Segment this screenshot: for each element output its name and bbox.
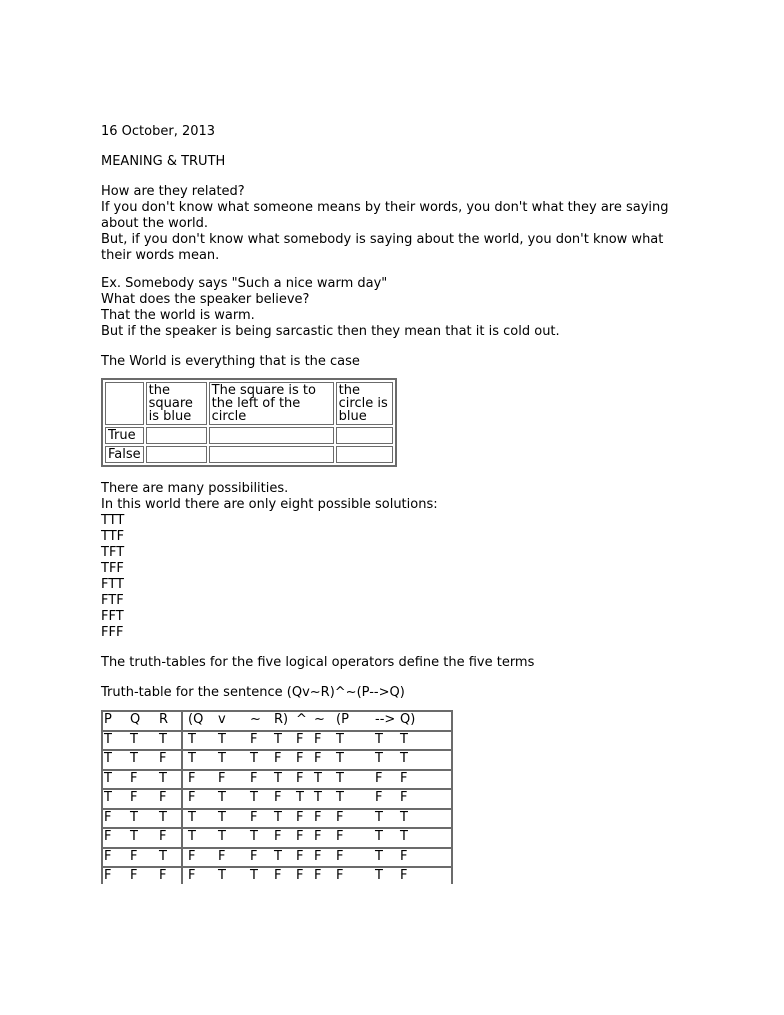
truth-table-cell: T	[314, 770, 322, 786]
truth-table-cell: T	[400, 751, 408, 766]
paragraph-possibilities	[101, 481, 741, 641]
truth-table-cell: F	[336, 829, 344, 844]
header-line: the	[338, 383, 360, 398]
header-line: the	[148, 383, 170, 398]
text-line: about the world.	[101, 216, 209, 231]
date-line: 16 October, 2013	[101, 124, 216, 139]
paragraph-example	[101, 276, 741, 340]
truth-table-cell: T	[336, 790, 344, 805]
world-table-header-cell	[146, 382, 207, 425]
truth-table-cell: F	[104, 868, 112, 883]
truth-table-cell: T	[250, 829, 258, 844]
truth-table-cell: F	[296, 770, 304, 786]
possibility-item: TFF	[101, 561, 124, 576]
truth-table-cell: F	[296, 731, 304, 747]
truth-table-cell: F	[218, 848, 226, 864]
truth-table-cell: T	[274, 809, 282, 825]
truth-table-cell: T	[159, 848, 167, 864]
column-divider	[181, 712, 183, 884]
truth-table-cell: T	[314, 790, 322, 805]
truth-table-cell: F	[159, 751, 167, 766]
truth-table-cell: T	[218, 751, 226, 766]
world-table-row	[105, 427, 393, 444]
truth-table-cell: T	[375, 829, 383, 844]
truth-table-cell: T	[274, 731, 282, 747]
truth-table-header-cell: P	[104, 712, 112, 727]
possibility-item: FTF	[101, 593, 124, 608]
truth-table-cell: F	[375, 790, 383, 805]
truth-table-cell: F	[296, 751, 304, 766]
truth-table-cell: T	[375, 751, 383, 766]
text-line: In this world there are only eight possible solutions:	[101, 497, 438, 512]
truth-table-cell: T	[274, 770, 282, 786]
world-table	[101, 378, 397, 467]
header-line: is blue	[148, 409, 192, 424]
truth-table-cell: T	[188, 809, 196, 825]
truth-table-cell: T	[130, 751, 138, 766]
truth-table-cell: F	[400, 868, 408, 883]
row-divider	[103, 808, 451, 810]
truth-table-cell: T	[218, 790, 226, 805]
truth-table-cell: F	[250, 809, 258, 825]
truth-table-cell: T	[375, 809, 383, 825]
truth-table-cell: T	[400, 829, 408, 844]
row-divider	[103, 730, 451, 732]
truth-table-header-cell: R)	[274, 712, 289, 727]
truth-table-cell: F	[159, 790, 167, 805]
table-cell	[146, 427, 207, 444]
possibility-item: TTF	[101, 529, 125, 544]
truth-table-cell: F	[314, 868, 322, 883]
truth-table-cell: T	[188, 751, 196, 766]
truth-table-cell: F	[274, 751, 282, 766]
truth-table-cell: F	[274, 790, 282, 805]
truth-table-cell: T	[218, 809, 226, 825]
text-line: If you don't know what someone means by their words, you don't what they are saying	[101, 200, 669, 215]
table-cell	[146, 446, 207, 463]
truth-table-title: Truth-table for the sentence (Qv~R)^~(P-->Q)	[101, 685, 405, 700]
possibility-item: TTT	[101, 513, 125, 528]
possibility-item: TFT	[101, 545, 125, 560]
possibility-list	[101, 513, 741, 641]
truth-table-cell: F	[188, 790, 196, 805]
truth-table-cell: T	[336, 731, 344, 747]
truth-table-cell: T	[104, 790, 112, 805]
truth-table-header-cell: R	[159, 712, 169, 727]
truth-table-cell: T	[250, 790, 258, 805]
row-divider	[103, 866, 451, 868]
truth-table-cell: T	[274, 848, 282, 864]
truth-table-cell: F	[314, 809, 322, 825]
truth-table-cell: T	[336, 770, 344, 786]
truth-table-cell: F	[314, 731, 322, 747]
truth-table-cell: T	[104, 751, 112, 766]
truth-table-header-cell: ~	[250, 712, 261, 727]
truth-table-header-cell: ^	[296, 712, 307, 727]
world-table-header-cell	[209, 382, 334, 425]
possibility-item: FTT	[101, 577, 124, 592]
truth-table-cell: T	[375, 848, 383, 864]
truth-table-header-cell: Q)	[400, 712, 416, 727]
truth-table-cell: F	[130, 868, 138, 883]
row-divider	[103, 827, 451, 829]
header-line: blue	[338, 409, 367, 424]
possibility-item: FFF	[101, 625, 124, 640]
truth-table-header-cell: v	[218, 712, 226, 727]
table-cell	[209, 427, 334, 444]
truth-table-cell: F	[159, 868, 167, 883]
row-divider	[103, 769, 451, 771]
truth-table-cell: F	[188, 848, 196, 864]
truth-table-cell: T	[296, 790, 304, 805]
truth-table-cell: F	[400, 790, 408, 805]
text-line: But if the speaker is being sarcastic then they mean that it is cold out.	[101, 324, 560, 339]
truth-table-cell: T	[400, 809, 408, 825]
row-divider	[103, 749, 451, 751]
truth-table-cell: F	[130, 790, 138, 805]
row-divider	[103, 788, 451, 790]
truth-table-cell: T	[130, 829, 138, 844]
header-line: circle	[211, 409, 247, 424]
text-line: That the world is warm.	[101, 308, 255, 323]
truth-table-cell: T	[336, 751, 344, 766]
text-line: How are they related?	[101, 184, 245, 199]
truth-table-cell: F	[250, 731, 258, 747]
truth-table-cell: T	[159, 770, 167, 786]
truth-table-header-cell: (P	[336, 712, 349, 727]
truth-table-cell: F	[188, 770, 196, 786]
truth-table-cell: F	[336, 848, 344, 864]
truth-table-cell: F	[188, 868, 196, 883]
truth-table-cell: F	[218, 770, 226, 786]
header-line: the left of the	[211, 396, 301, 411]
truth-table-cell: F	[400, 770, 408, 786]
truth-table-cell: T	[159, 731, 167, 747]
truth-table-header-cell: ~	[314, 712, 325, 727]
truth-table-cell: F	[375, 770, 383, 786]
truth-table-cell: F	[250, 848, 258, 864]
world-line: The World is everything that is the case	[101, 354, 360, 369]
truth-table-cell: F	[274, 868, 282, 883]
document-page	[101, 124, 741, 884]
truth-table-cell: F	[296, 809, 304, 825]
table-cell	[336, 446, 393, 463]
header-line: circle is	[338, 396, 388, 411]
text-line: But, if you don't know what somebody is saying about the world, you don't know what	[101, 232, 664, 247]
truth-table-cell: F	[314, 829, 322, 844]
world-table-header-row	[105, 382, 393, 425]
world-table-header-cell	[336, 382, 393, 425]
table-cell	[336, 427, 393, 444]
truth-table-cell: F	[296, 868, 304, 883]
truth-table-cell: T	[104, 770, 112, 786]
row-label: True	[105, 427, 144, 444]
truth-table-cell: T	[188, 731, 196, 747]
row-label: False	[105, 446, 144, 463]
truth-table-cell: T	[159, 809, 167, 825]
possibility-item: FFT	[101, 609, 124, 624]
truth-table-header-cell: -->	[375, 712, 396, 727]
header-line: square	[148, 396, 193, 411]
truth-table-cell: F	[104, 809, 112, 825]
page-title: MEANING & TRUTH	[101, 154, 226, 169]
truth-table-cell: F	[336, 868, 344, 883]
truth-table-cell: F	[130, 848, 138, 864]
truth-table-header-cell: (Q	[188, 712, 204, 727]
paragraph-meaning	[101, 184, 741, 264]
truth-table-cell: F	[130, 770, 138, 786]
truth-table-cell: F	[314, 848, 322, 864]
truth-table-cell: F	[104, 848, 112, 864]
truth-table-cell: F	[250, 770, 258, 786]
table-cell	[209, 446, 334, 463]
text-line: There are many possibilities.	[101, 481, 289, 496]
truth-table-cell: T	[130, 809, 138, 825]
row-divider	[103, 847, 451, 849]
world-table-header-cell	[105, 382, 144, 425]
text-line: their words mean.	[101, 248, 220, 263]
truth-table	[101, 710, 453, 884]
truth-table-cell: T	[375, 731, 383, 747]
text-line: What does the speaker believe?	[101, 292, 310, 307]
truth-table-cell: T	[375, 868, 383, 883]
truth-table-cell: T	[250, 751, 258, 766]
truth-table-cell: F	[296, 829, 304, 844]
truth-table-cell: T	[250, 868, 258, 883]
truth-table-cell: F	[296, 848, 304, 864]
truth-table-cell: T	[218, 829, 226, 844]
truth-table-cell: T	[104, 731, 112, 747]
truth-table-cell: F	[104, 829, 112, 844]
truth-table-cell: F	[314, 751, 322, 766]
truth-table-cell: T	[188, 829, 196, 844]
truth-table-header-cell: Q	[130, 712, 141, 727]
truth-table-cell: T	[130, 731, 138, 747]
world-table-row	[105, 446, 393, 463]
truth-table-cell: F	[400, 848, 408, 864]
truth-table-cell: F	[159, 829, 167, 844]
truth-table-cell: T	[218, 731, 226, 747]
header-line: The square is to	[211, 383, 316, 398]
truth-table-cell: T	[400, 731, 408, 747]
truth-table-cell: T	[218, 868, 226, 883]
truth-table-cell: F	[336, 809, 344, 825]
truth-table-cell: F	[274, 829, 282, 844]
operators-line: The truth-tables for the five logical operators define the five terms	[101, 655, 535, 670]
text-line: Ex. Somebody says "Such a nice warm day"	[101, 276, 388, 291]
